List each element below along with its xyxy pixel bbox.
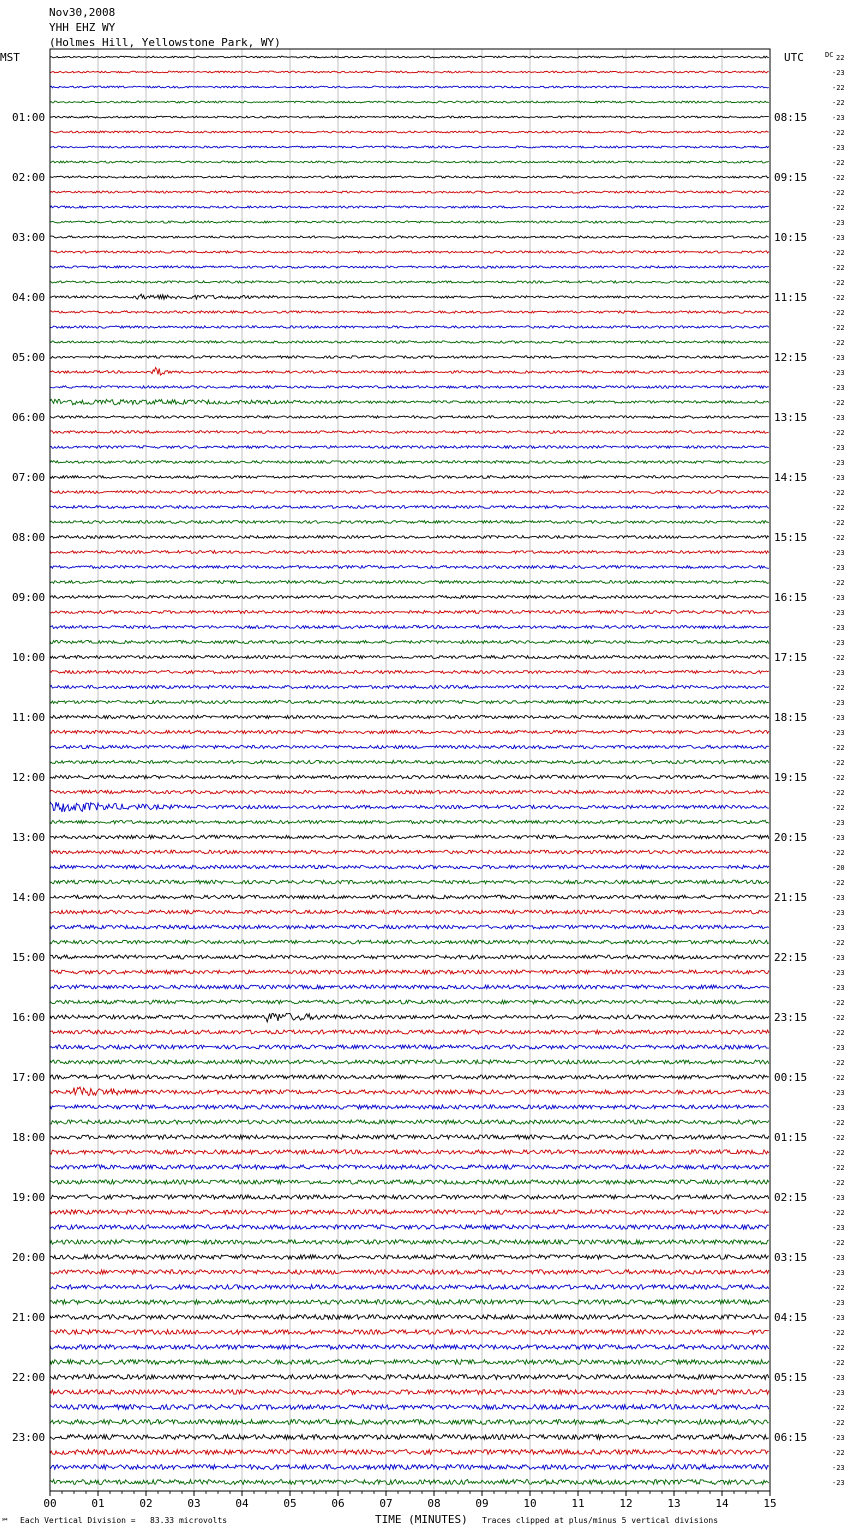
seismic-trace — [50, 71, 769, 73]
seismic-trace — [50, 206, 769, 208]
dc-offset-label: -23 — [832, 369, 845, 377]
x-tick-label: 01 — [91, 1497, 105, 1510]
x-tick-label: 13 — [667, 1497, 681, 1510]
seismic-trace — [50, 101, 769, 103]
seismic-trace — [50, 1450, 769, 1455]
seismic-trace — [50, 640, 769, 643]
dc-offset-label: -22 — [832, 1344, 845, 1352]
left-hour-label: 16:00 — [12, 1011, 46, 1024]
dc-offset-label: -22 — [832, 999, 845, 1007]
dc-offset-label: -23 — [832, 1314, 845, 1322]
left-hour-label: 12:00 — [12, 771, 46, 784]
header-date: Nov30,2008 — [49, 6, 116, 19]
dc-offset-label: -23 — [832, 594, 845, 602]
dc-offset-label: -23 — [832, 1434, 845, 1442]
trace-group — [50, 56, 769, 1484]
dc-label: DC — [825, 51, 834, 59]
seismic-trace — [50, 266, 769, 268]
seismic-trace — [50, 416, 769, 419]
seismic-trace — [50, 1465, 769, 1470]
seismic-trace — [50, 670, 769, 673]
seismic-trace — [50, 1285, 769, 1290]
seismic-trace — [50, 536, 769, 539]
seismic-trace — [50, 820, 769, 824]
dc-offset-label: -22 — [832, 1149, 845, 1157]
left-hour-label: 06:00 — [12, 411, 46, 424]
seismic-trace — [50, 1030, 769, 1034]
dc-offset-label: -23 — [832, 144, 845, 152]
right-hour-label: 11:15 — [774, 291, 808, 304]
dc-offset-label: -23 — [832, 1269, 845, 1277]
dc-offset-label: -22 — [832, 309, 845, 317]
dc-offset-label: -22 — [832, 1059, 845, 1067]
seismic-trace — [50, 1045, 769, 1049]
dc-offset-label: -23 — [832, 564, 845, 572]
dc-offset-label: -22 — [832, 324, 845, 332]
header-station: YHH EHZ WY — [49, 21, 116, 34]
dc-offset-label: -22 — [832, 1404, 845, 1412]
seismic-trace — [50, 86, 769, 88]
seismic-trace — [50, 191, 769, 193]
right-hour-label: 03:15 — [774, 1251, 808, 1264]
dc-offset-label: -22 — [832, 84, 845, 92]
dc-offset-label: -23 — [832, 699, 845, 707]
right-hour-label: 06:15 — [774, 1431, 808, 1444]
left-hour-label: 10:00 — [12, 651, 46, 664]
dc-offset-label: -23 — [832, 639, 845, 647]
dc-offset-label: -22 — [832, 1134, 845, 1142]
seismic-trace — [50, 985, 769, 989]
dc-offset-label: -22 — [832, 264, 845, 272]
left-hour-label: 14:00 — [12, 891, 46, 904]
dc-offset-label: -23 — [832, 609, 845, 617]
dc-offset-label: -23 — [832, 909, 845, 917]
dc-offset-label: -22 — [832, 1014, 845, 1022]
right-hour-labels — [774, 111, 807, 1444]
footer-clip-note: Traces clipped at plus/minus 5 vertical divisions — [482, 1516, 719, 1525]
dc-offset-label: -23 — [832, 1089, 845, 1097]
seismic-trace — [50, 56, 769, 58]
seismic-trace — [50, 655, 769, 658]
right-axis-label: UTC — [784, 51, 804, 64]
seismic-trace — [50, 1255, 769, 1259]
seismic-trace — [50, 745, 769, 748]
seismic-trace — [50, 566, 769, 569]
dc-offset-label: -20 — [832, 864, 845, 872]
dc-offset-label: -22 — [832, 684, 845, 692]
seismic-trace — [50, 326, 769, 328]
seismic-trace — [50, 446, 769, 449]
seismic-trace — [50, 1210, 769, 1214]
dc-offset-label: -23 — [832, 549, 845, 557]
right-hour-label: 10:15 — [774, 231, 808, 244]
seismic-trace — [50, 367, 769, 375]
dc-offset-label: -22 — [832, 189, 845, 197]
seismic-trace — [50, 311, 769, 313]
left-hour-label: 17:00 — [12, 1071, 46, 1084]
dc-offset-label: -22 — [832, 1449, 845, 1457]
right-hour-label: 00:15 — [774, 1071, 808, 1084]
seismic-trace — [50, 1270, 769, 1274]
seismic-trace — [50, 1330, 769, 1335]
seismic-trace — [50, 835, 769, 839]
left-hour-label: 18:00 — [12, 1131, 46, 1144]
dc-offset-label: -22 — [832, 429, 845, 437]
dc-offset-label: -22 — [832, 174, 845, 182]
right-hour-label: 13:15 — [774, 411, 808, 424]
seismic-trace — [50, 116, 769, 118]
dc-offset-label: -23 — [832, 1194, 845, 1202]
dc-offset-label: -22 — [832, 519, 845, 527]
dc-offset-label: -23 — [832, 234, 845, 242]
dc-offset-label: 22 — [836, 54, 845, 62]
dc-offset-label: -22 — [832, 1029, 845, 1037]
left-hour-label: 04:00 — [12, 291, 46, 304]
left-hour-label: 23:00 — [12, 1431, 46, 1444]
seismic-trace — [50, 1105, 769, 1109]
seismic-trace — [50, 1013, 769, 1022]
seismic-trace — [50, 356, 769, 358]
seismic-trace — [50, 1060, 769, 1064]
seismic-trace — [50, 431, 769, 434]
dc-offset-label: -22 — [832, 1119, 845, 1127]
seismic-trace — [50, 970, 769, 974]
dc-offset-label: -23 — [832, 669, 845, 677]
dc-offset-label: -23 — [832, 1254, 845, 1262]
dc-offset-label: -23 — [832, 1224, 845, 1232]
seismic-trace — [50, 1420, 769, 1425]
seismic-trace — [50, 925, 769, 929]
dc-offset-label: -23 — [832, 219, 845, 227]
seismic-trace — [50, 386, 769, 389]
seismic-trace — [50, 161, 769, 163]
seismic-trace — [50, 506, 769, 509]
dc-offset-label: -23 — [832, 414, 845, 422]
dc-offset-label: -22 — [832, 1359, 845, 1367]
x-tick-label: 04 — [235, 1497, 249, 1510]
x-tick-label: 05 — [283, 1497, 297, 1510]
right-hour-label: 09:15 — [774, 171, 808, 184]
dc-offset-label: -22 — [832, 294, 845, 302]
seismic-trace — [50, 790, 769, 793]
left-hour-label: 03:00 — [12, 231, 46, 244]
seismic-trace — [50, 715, 769, 718]
left-hour-label: 19:00 — [12, 1191, 46, 1204]
dc-offset-label: -22 — [832, 1209, 845, 1217]
seismic-trace — [50, 221, 769, 223]
right-hour-label: 20:15 — [774, 831, 808, 844]
seismic-trace — [50, 1135, 769, 1139]
seismic-trace — [50, 461, 769, 464]
dc-offset-label: -23 — [832, 1299, 845, 1307]
seismic-trace — [50, 294, 769, 299]
x-tick-label: 14 — [715, 1497, 729, 1510]
dc-offset-label: -22 — [832, 399, 845, 407]
x-tick-label: 06 — [331, 1497, 345, 1510]
dc-offset-label: -22 — [832, 1074, 845, 1082]
plot-frame — [50, 49, 770, 1491]
seismic-trace — [50, 1150, 769, 1154]
dc-offset-label: -22 — [832, 1179, 845, 1187]
dc-offset-label: -22 — [832, 1329, 845, 1337]
seismic-trace — [50, 131, 769, 133]
left-hour-label: 05:00 — [12, 351, 46, 364]
dc-offset-label: -22 — [832, 249, 845, 257]
dc-offset-label: -22 — [832, 204, 845, 212]
seismic-trace — [50, 1375, 769, 1380]
left-hour-label: 20:00 — [12, 1251, 46, 1264]
seismic-trace — [50, 760, 769, 763]
seismic-trace — [50, 1360, 769, 1365]
seismic-trace — [50, 251, 769, 253]
seismic-trace — [50, 700, 769, 703]
right-hour-label: 14:15 — [774, 471, 808, 484]
seismic-trace — [50, 581, 769, 584]
dc-offset-label: -23 — [832, 894, 845, 902]
seismic-trace — [50, 1225, 769, 1229]
seismic-trace — [50, 521, 769, 524]
dc-offset-label: -22 — [832, 654, 845, 662]
dc-offset-label: -22 — [832, 744, 845, 752]
seismic-trace — [50, 730, 769, 733]
seismic-trace — [50, 399, 769, 405]
dc-offset-label: -23 — [832, 69, 845, 77]
dc-offset-label: -23 — [832, 984, 845, 992]
dc-offset-label: -22 — [832, 1284, 845, 1292]
seismic-trace — [50, 610, 769, 613]
seismic-trace — [50, 865, 769, 869]
dc-offset-label: -22 — [832, 159, 845, 167]
dc-offset-label: -23 — [832, 1104, 845, 1112]
seismic-trace — [50, 551, 769, 554]
dc-offset-label: -23 — [832, 444, 845, 452]
left-axis-label: MST — [0, 51, 20, 64]
x-axis-label: TIME (MINUTES) — [375, 1513, 468, 1526]
dc-offset-label: -23 — [832, 924, 845, 932]
seismic-trace — [50, 940, 769, 944]
seismic-trace — [50, 801, 769, 812]
right-hour-label: 23:15 — [774, 1011, 808, 1024]
dc-offset-label: -22 — [832, 849, 845, 857]
left-hour-label: 13:00 — [12, 831, 46, 844]
header-location: (Holmes Hill, Yellowstone Park, WY) — [49, 36, 281, 49]
seismic-trace — [50, 1075, 769, 1079]
right-hour-label: 08:15 — [774, 111, 808, 124]
dc-offset-label: -22 — [832, 339, 845, 347]
dc-offset-label: -22 — [832, 759, 845, 767]
seismic-trace — [50, 1180, 769, 1184]
left-hour-label: 01:00 — [12, 111, 46, 124]
dc-offset-label: -23 — [832, 384, 845, 392]
dc-offset-label: -23 — [832, 969, 845, 977]
dc-offset-label: -22 — [832, 879, 845, 887]
dc-offset-label: -22 — [832, 789, 845, 797]
right-hour-label: 22:15 — [774, 951, 808, 964]
dc-offset-label: -23 — [832, 354, 845, 362]
seismic-trace — [50, 1000, 769, 1004]
seismic-trace — [50, 176, 769, 178]
dc-offset-label: -22 — [832, 279, 845, 287]
dc-offset-label: -22 — [832, 99, 845, 107]
right-hour-label: 01:15 — [774, 1131, 808, 1144]
dc-offset-label: -22 — [832, 1239, 845, 1247]
minute-grid — [98, 49, 722, 1491]
dc-offset-label: -22 — [832, 1419, 845, 1427]
x-axis — [43, 1491, 776, 1510]
left-hour-label: 08:00 — [12, 531, 46, 544]
seismic-trace — [50, 775, 769, 778]
dc-offset-label: -23 — [832, 1479, 845, 1487]
right-hour-label: 16:15 — [774, 591, 808, 604]
x-tick-label: 08 — [427, 1497, 441, 1510]
seismic-trace — [50, 1300, 769, 1305]
dc-offset-label: -23 — [832, 1464, 845, 1472]
seismic-trace — [50, 685, 769, 688]
left-hour-label: 11:00 — [12, 711, 46, 724]
seismic-trace — [50, 1390, 769, 1395]
right-hour-label: 17:15 — [774, 651, 808, 664]
left-hour-label: 02:00 — [12, 171, 46, 184]
dc-offset-label: -23 — [832, 834, 845, 842]
dc-offset-label: -22 — [832, 489, 845, 497]
right-hour-label: 15:15 — [774, 531, 808, 544]
x-tick-label: 12 — [619, 1497, 633, 1510]
right-hour-label: 19:15 — [774, 771, 808, 784]
dc-offset-label: -23 — [832, 624, 845, 632]
left-hour-label: 22:00 — [12, 1371, 46, 1384]
left-hour-label: 07:00 — [12, 471, 46, 484]
seismic-trace — [50, 1480, 769, 1485]
x-tick-label: 00 — [43, 1497, 57, 1510]
dc-offset-label: -22 — [832, 939, 845, 947]
seismic-trace — [50, 850, 769, 854]
seismic-trace — [50, 1435, 769, 1440]
seismic-trace — [50, 1345, 769, 1350]
seismic-trace — [50, 1120, 769, 1124]
right-hour-label: 04:15 — [774, 1311, 808, 1324]
x-tick-label: 10 — [523, 1497, 537, 1510]
dc-offset-label: -23 — [832, 459, 845, 467]
right-hour-label: 02:15 — [774, 1191, 808, 1204]
dc-offset-label: -23 — [832, 714, 845, 722]
seismic-trace — [50, 1165, 769, 1169]
seismic-trace — [50, 1195, 769, 1199]
dc-offset-label: -23 — [832, 1044, 845, 1052]
dc-offset-labels — [832, 54, 845, 1487]
seismic-trace — [50, 1315, 769, 1320]
seismic-trace — [50, 236, 769, 238]
footer-mark: ℠ — [1, 1517, 10, 1526]
x-tick-label: 02 — [139, 1497, 153, 1510]
dc-offset-label: -22 — [832, 129, 845, 137]
seismic-trace — [50, 281, 769, 283]
dc-offset-label: -23 — [832, 114, 845, 122]
right-hour-label: 12:15 — [774, 351, 808, 364]
dc-offset-label: -22 — [832, 774, 845, 782]
x-tick-label: 15 — [763, 1497, 777, 1510]
seismic-trace — [50, 1405, 769, 1410]
seismic-trace — [50, 1087, 769, 1096]
seismic-trace — [50, 491, 769, 494]
x-tick-label: 03 — [187, 1497, 201, 1510]
dc-offset-label: -23 — [832, 474, 845, 482]
dc-offset-label: -23 — [832, 729, 845, 737]
right-hour-label: 18:15 — [774, 711, 808, 724]
seismic-trace — [50, 955, 769, 959]
left-hour-label: 15:00 — [12, 951, 46, 964]
left-hour-labels — [12, 111, 45, 1444]
dc-offset-label: -23 — [832, 1374, 845, 1382]
dc-offset-label: -22 — [832, 504, 845, 512]
seismic-trace — [50, 895, 769, 899]
dc-offset-label: -23 — [832, 819, 845, 827]
seismic-trace — [50, 341, 769, 343]
footer-vertical-division: Each Vertical Division = 83.33 microvolts — [20, 1516, 228, 1525]
x-tick-label: 09 — [475, 1497, 489, 1510]
dc-offset-label: -22 — [832, 534, 845, 542]
right-hour-label: 05:15 — [774, 1371, 808, 1384]
dc-offset-label: -23 — [832, 1389, 845, 1397]
left-hour-label: 21:00 — [12, 1311, 46, 1324]
seismic-trace — [50, 880, 769, 884]
left-hour-label: 09:00 — [12, 591, 46, 604]
seismic-trace — [50, 476, 769, 479]
seismic-trace — [50, 910, 769, 914]
x-tick-label: 11 — [571, 1497, 585, 1510]
right-hour-label: 21:15 — [774, 891, 808, 904]
seismic-trace — [50, 596, 769, 599]
seismic-trace — [50, 146, 769, 148]
dc-offset-label: -22 — [832, 579, 845, 587]
dc-offset-label: -22 — [832, 804, 845, 812]
dc-offset-label: -23 — [832, 954, 845, 962]
dc-offset-label: -22 — [832, 1164, 845, 1172]
seismic-trace — [50, 1240, 769, 1244]
x-tick-label: 07 — [379, 1497, 393, 1510]
seismic-trace — [50, 625, 769, 628]
